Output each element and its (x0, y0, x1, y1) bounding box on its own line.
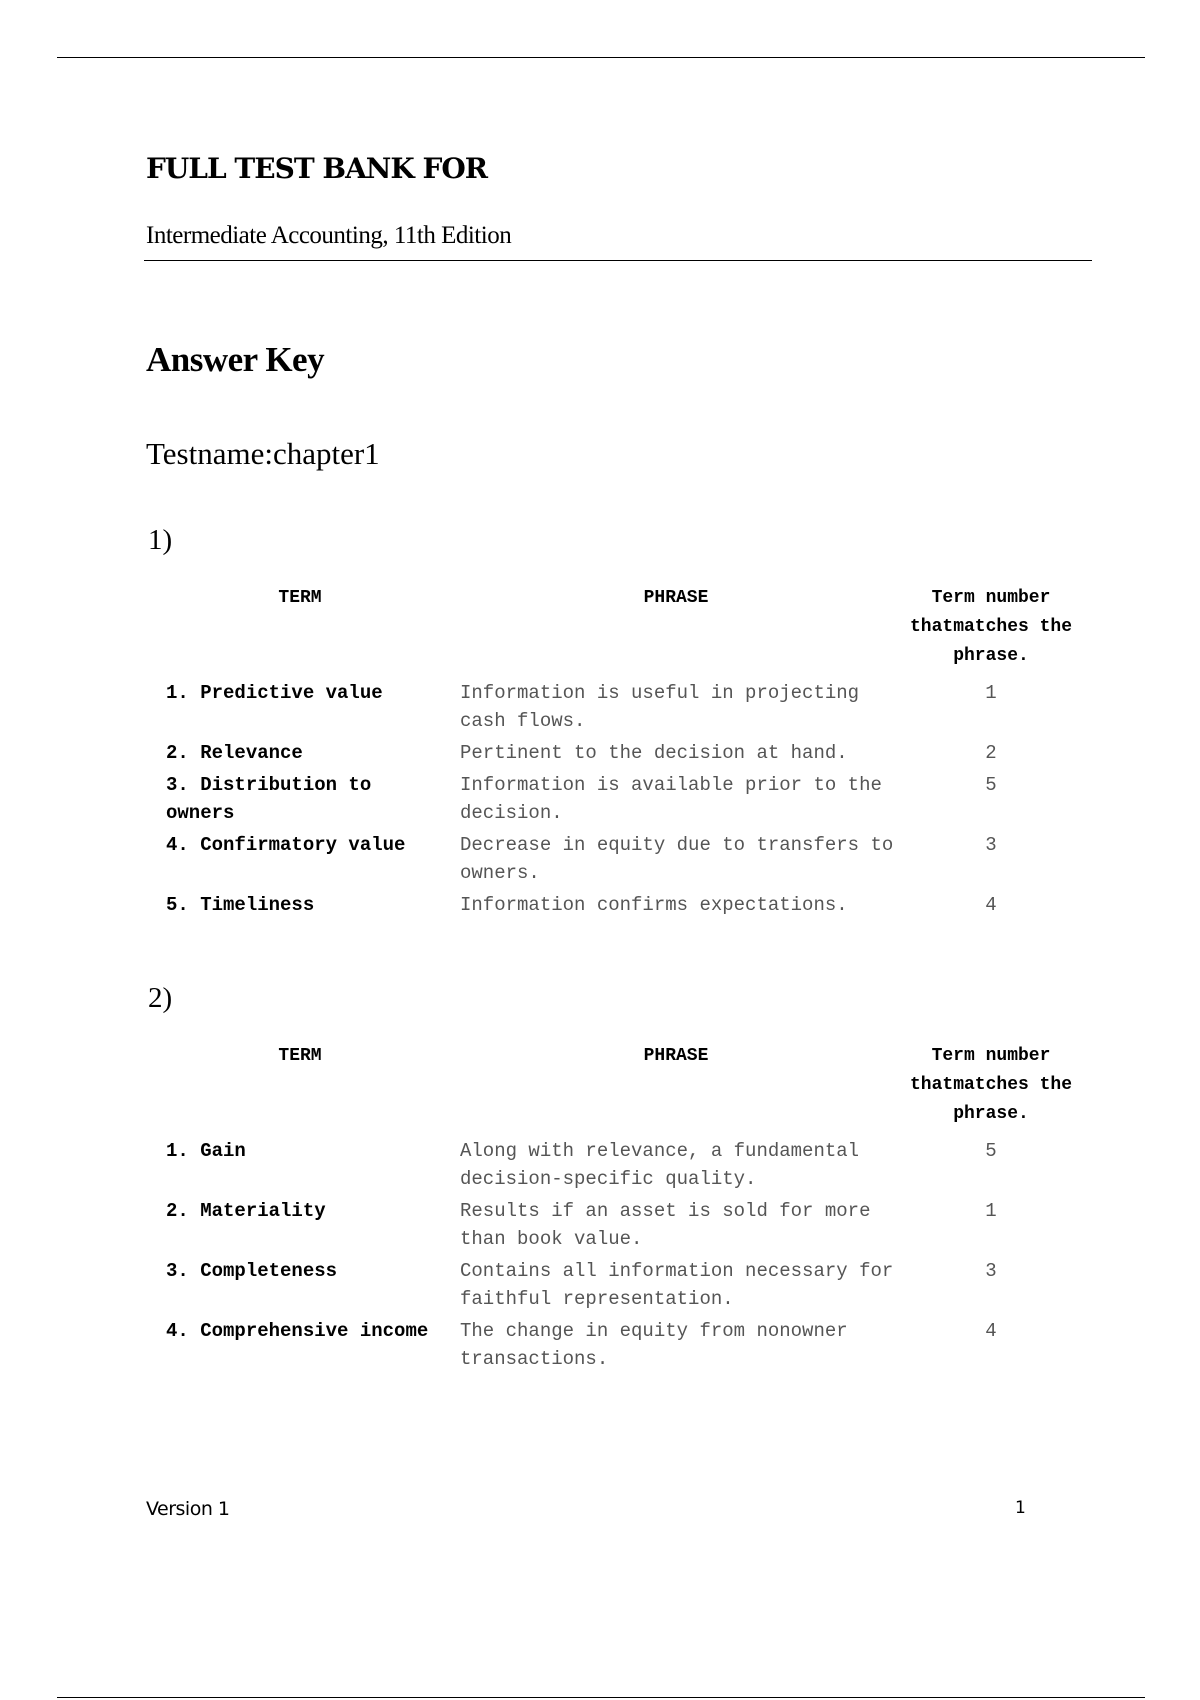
column-header-answer: Term number thatmatches the phrase. (909, 588, 1073, 666)
table-row (150, 1257, 1080, 1317)
answer-cell: 4 (985, 1320, 997, 1342)
test-name: Testname:chapter1 (146, 436, 380, 471)
table-header-row (150, 584, 1080, 679)
phrase-cell: Information is available prior to the decision. (460, 774, 882, 824)
table-row (150, 679, 1080, 739)
table-row (150, 831, 1080, 891)
answer-cell: 5 (985, 1140, 997, 1162)
answer-cell: 1 (985, 682, 997, 704)
phrase-cell: Pertinent to the decision at hand. (460, 742, 848, 764)
term-cell: 4. Confirmatory value (166, 834, 406, 856)
table-header-row (150, 1042, 1080, 1137)
answer-cell: 3 (985, 834, 997, 856)
term-cell: 4. Comprehensive income (166, 1320, 429, 1342)
document-title: FULL TEST BANK FOR (146, 152, 488, 185)
column-header-phrase: PHRASE (643, 1046, 709, 1066)
column-header-phrase: PHRASE (643, 588, 709, 608)
term-cell: 3. Completeness (166, 1260, 338, 1282)
phrase-cell: The change in equity from nonowner transactions. (460, 1320, 848, 1370)
answer-key-heading: Answer Key (146, 340, 325, 379)
question-2-matching-table (150, 1042, 1080, 1377)
answer-cell: 1 (985, 1200, 997, 1222)
question-2-label: 2) (148, 982, 173, 1014)
phrase-cell: Contains all information necessary for faithful representation. (460, 1260, 894, 1310)
table-row (150, 1137, 1080, 1197)
column-header-answer: Term number thatmatches the phrase. (909, 1046, 1073, 1124)
page-number: 1 (1015, 1498, 1026, 1518)
header-rule (144, 260, 1092, 261)
top-rule (57, 57, 1145, 58)
table-row (150, 771, 1080, 831)
phrase-cell: Information is useful in projecting cash flows. (460, 682, 860, 732)
term-cell: 5. Timeliness (166, 894, 315, 916)
table-row (150, 891, 1080, 923)
phrase-cell: Information confirms expectations. (460, 894, 848, 916)
term-cell: 2. Relevance (166, 742, 303, 764)
question-1-label: 1) (148, 524, 173, 556)
phrase-cell: Results if an asset is sold for more than book value. (460, 1200, 871, 1250)
book-subtitle: Intermediate Accounting, 11th Edition (146, 222, 512, 249)
phrase-cell: Decrease in equity due to transfers to owners. (460, 834, 894, 884)
term-cell: 2. Materiality (166, 1200, 326, 1222)
table-row (150, 1197, 1080, 1257)
answer-cell: 4 (985, 894, 997, 916)
column-header-term: TERM (278, 588, 322, 608)
table-row (150, 739, 1080, 771)
term-cell: 1. Gain (166, 1140, 246, 1162)
table-row (150, 1317, 1080, 1377)
term-cell: 1. Predictive value (166, 682, 383, 704)
answer-cell: 2 (985, 742, 997, 764)
footer-version: Version 1 (146, 1498, 230, 1520)
term-cell: 3. Distribution to owners (166, 774, 372, 824)
column-header-term: TERM (278, 1046, 322, 1066)
answer-cell: 3 (985, 1260, 997, 1282)
answer-cell: 5 (985, 774, 997, 796)
question-1-matching-table (150, 584, 1080, 923)
bottom-rule (57, 1697, 1145, 1698)
phrase-cell: Along with relevance, a fundamental decision-specific quality. (460, 1140, 860, 1190)
